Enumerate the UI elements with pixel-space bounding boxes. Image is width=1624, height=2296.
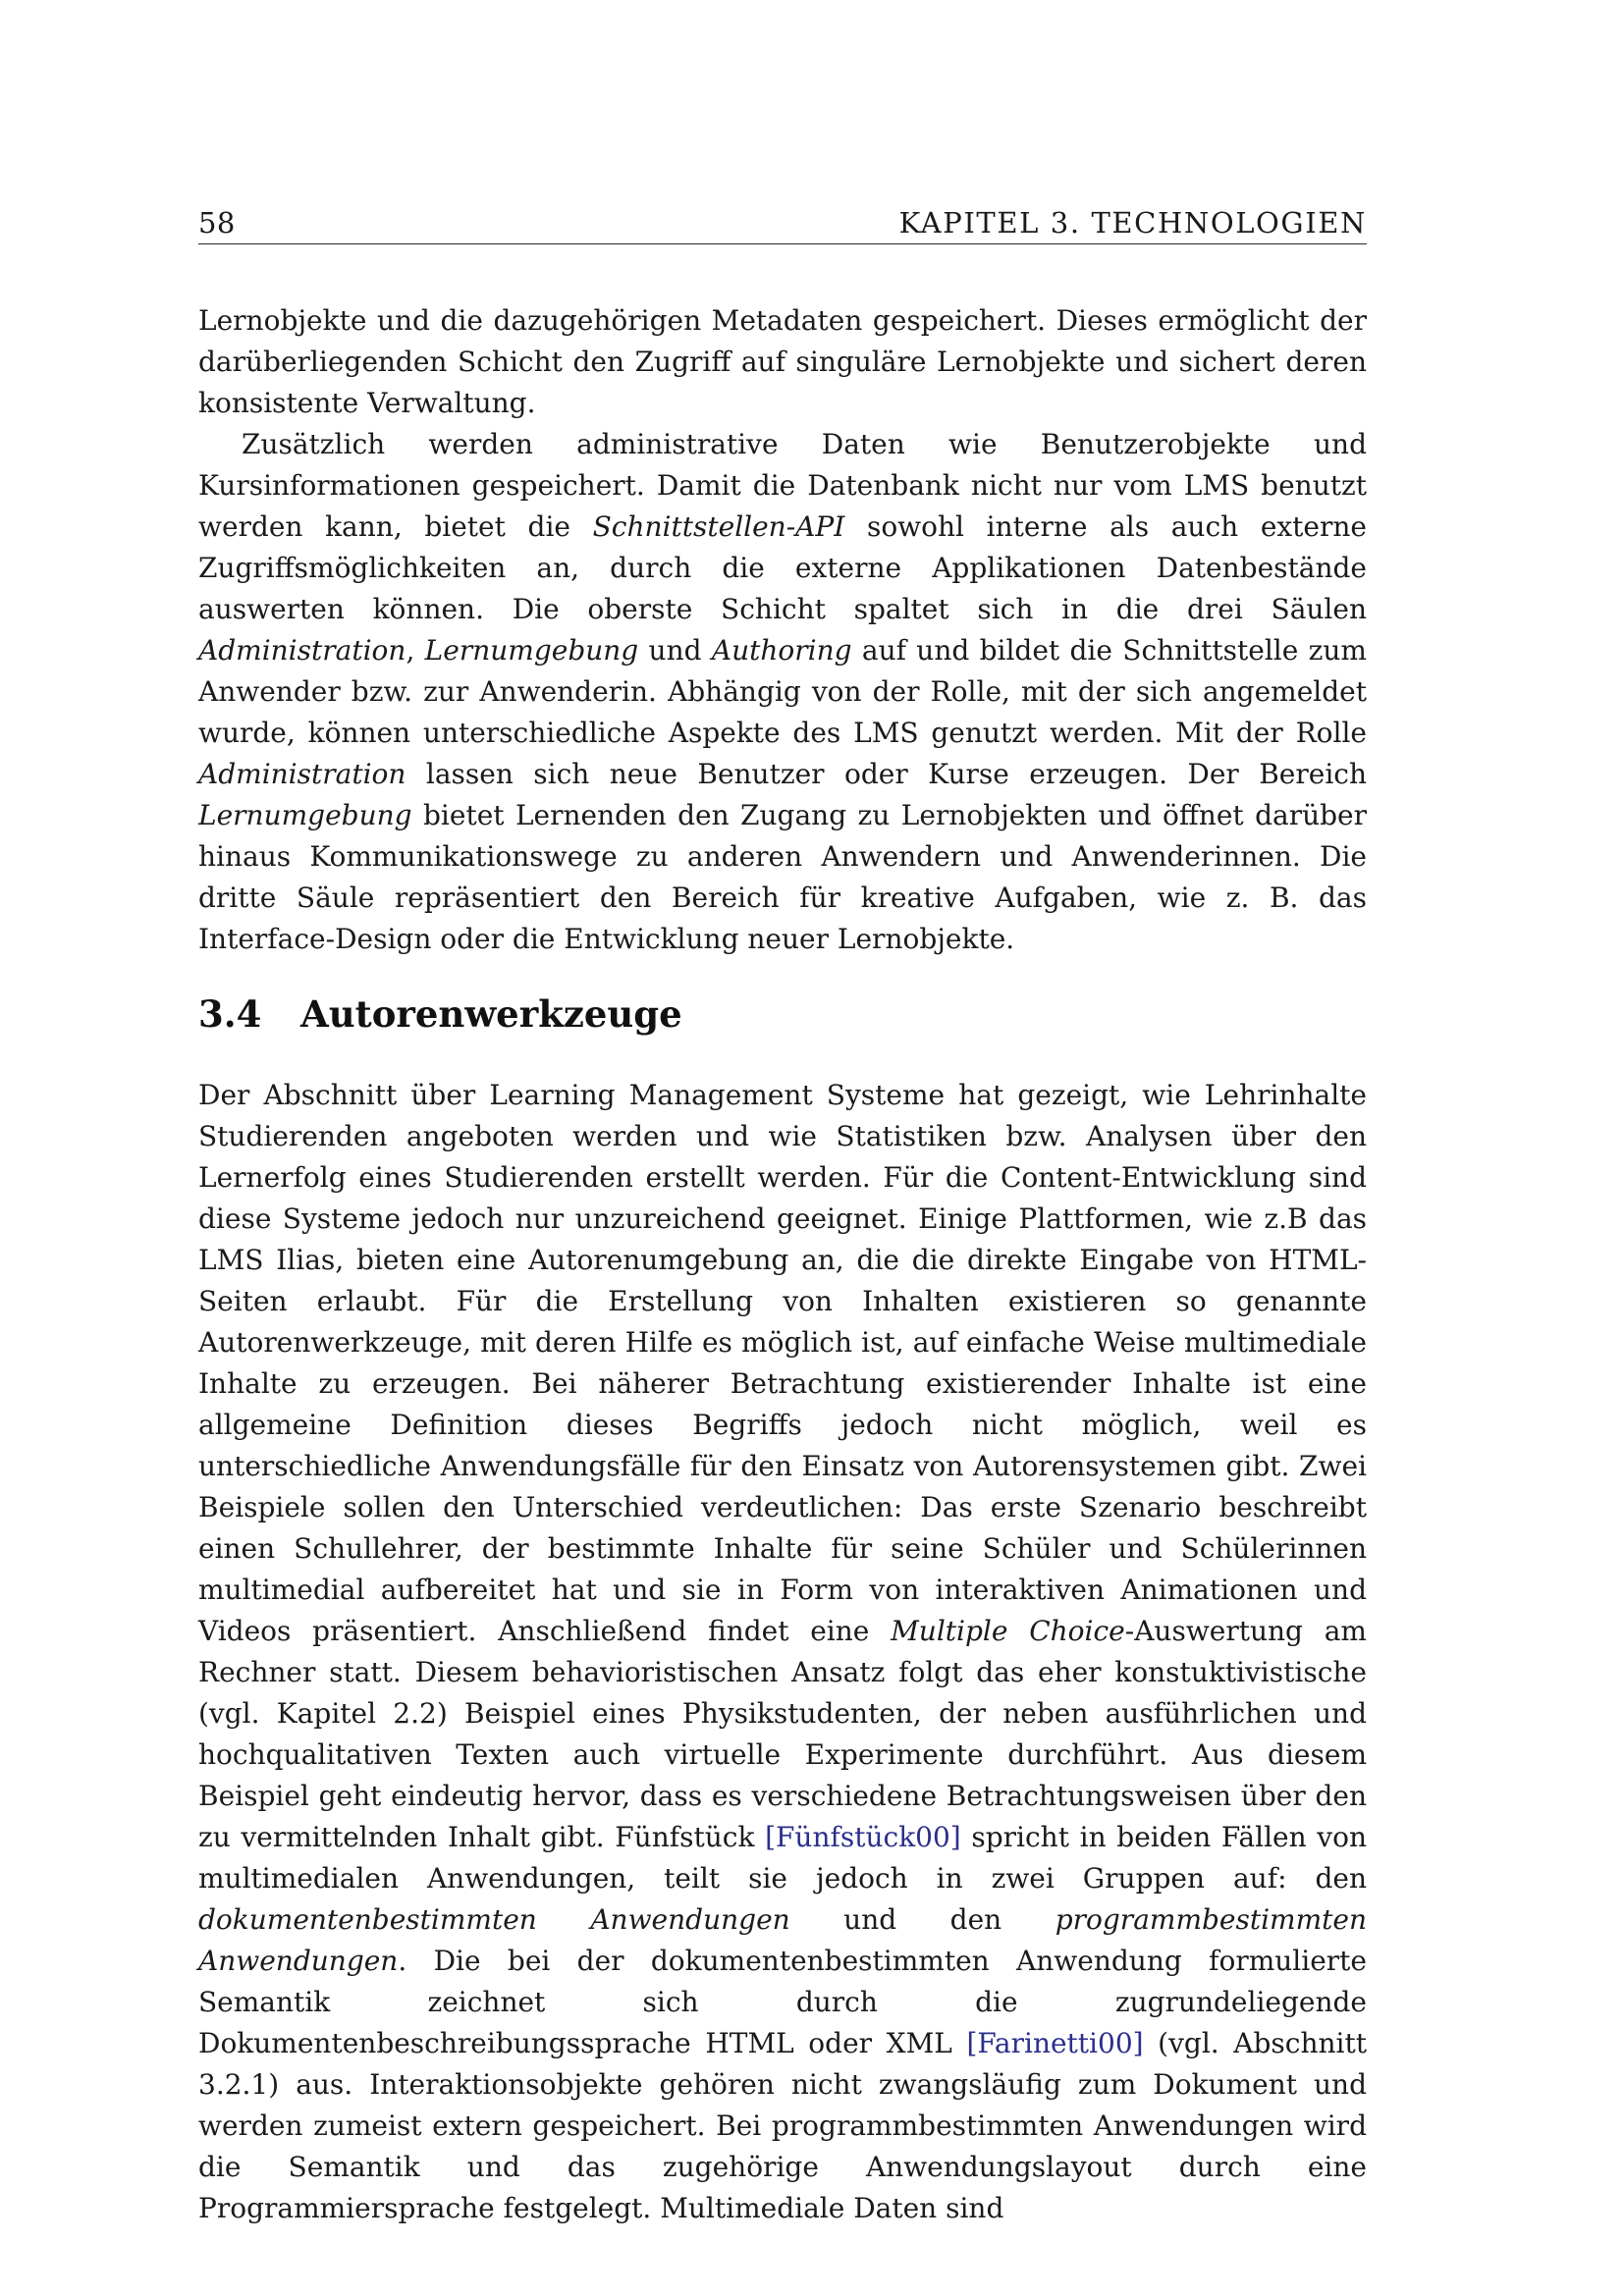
term-lernumgebung: Lernumgebung	[424, 634, 639, 667]
paragraph-lms-layers: Zusätzlich werden administrative Daten wie Benutzerobjekte und Kursinformationen gespeichert. Damit die Datenbank nicht nur vom LMS benutzt werden kann, bietet die Schnittstellen-API sowohl interne als auch externe Zugriffsmöglichkeiten an, durch die externe Applikationen Datenbestände auswerten können. Die oberste Schicht spaltet sich in die drei Säulen Administration, Lernumgebung und Authoring auf und bildet die Schnittstelle zum Anwender bzw. zur Anwenderin. Abhängig von der Rolle, mit der sich angemeldet wurde, können unterschiedliche Aspekte des LMS genutzt werden. Mit der Rolle Administration lassen sich neue Benutzer oder Kurse erzeugen. Der Bereich Lernumgebung bietet Lernenden den Zugang zu Lernobjekten und öffnet darüber hinaus Kommunikationswege zu anderen Anwendern und Anwenderinnen. Die dritte Säule repräsentiert den Bereich für kreative Aufgaben, wie z. B. das Interface-Design oder die Entwicklung neuer Lernobjekte.	[198, 428, 1367, 955]
paragraph-continued: Lernobjekte und die dazugehörigen Metadaten gespeichert. Dieses ermöglicht der darüberliegenden Schicht den Zugriff auf singuläre Lernobjekte und sichert deren konsistente Verwaltung.	[198, 304, 1367, 419]
term-lernumgebung-area: Lernumgebung	[198, 799, 412, 831]
section-body	[198, 1075, 1367, 2229]
term-authoring: Authoring	[711, 634, 852, 667]
term-administration: Administration	[198, 634, 406, 667]
section-number: 3.4	[198, 992, 262, 1036]
term-schnittstellen-api: Schnittstellen-API	[592, 510, 845, 543]
term-programmbestimmt: programmbestimmten Anwendungen	[198, 1903, 1368, 1977]
term-dokumentenbestimmt: dokumentenbestimmten Anwendungen	[198, 1903, 790, 1936]
citation-farinetti[interactable]: [Farinetti00]	[966, 2027, 1144, 2059]
citation-fuenfstueck[interactable]: [Fünfstück00]	[765, 1821, 961, 1853]
term-administration-role: Administration	[198, 758, 406, 790]
paragraph-autorenwerkzeuge: Der Abschnitt über Learning Management Systeme hat gezeigt, wie Lehrinhalte Studierenden angeboten werden und wie Statistiken bzw. Analysen über den Lernerfolg eines Studierenden erstellt werden. Für die Content-Entwicklung sind diese Systeme jedoch nur unzureichend geeignet. Einige Plattformen, wie z.B das LMS Ilias, bieten eine Autorenumgebung an, die die direkte Eingabe von HTML-Seiten erlaubt. Für die Erstellung von Inhalten existieren so genannte Autorenwerkzeuge, mit deren Hilfe es möglich ist, auf einfache Weise multimediale Inhalte zu erzeugen. Bei näherer Betrachtung existierender Inhalte ist eine allgemeine Definition dieses Begriffs jedoch nicht möglich, weil es unterschiedliche Anwendungsfälle für den Einsatz von Autorensystemen gibt. Zwei Beispiele sollen den Unterschied verdeutlichen: Das erste Szenario beschreibt einen Schullehrer, der bestimmte Inhalte für seine Schüler und Schülerinnen multimedial aufbereitet hat und sie in Form von interaktiven Animationen und Videos präsentiert. Anschließend findet eine Multiple Choice-Auswertung am Rechner statt. Diesem behavioristischen Ansatz folgt das eher konstuktivistische (vgl. Kapitel 2.2) Beispiel eines Physikstudenten, der neben ausführlichen und hochqualitativen Texten auch virtuelle Experimente durchführt. Aus diesem Beispiel geht eindeutig hervor, dass es verschiedene Betrachtungsweisen über den zu vermittelnden Inhalt gibt. Fünfstück [Fünfstück00] spricht in beiden Fällen von multimedialen Anwendungen, teilt sie jedoch in zwei Gruppen auf: den dokumentenbestimmten Anwendungen und den programmbestimmten Anwendungen. Die bei der dokumentenbestimmten Anwendung formulierte Semantik zeichnet sich durch die zugrundeliegende Dokumentenbeschreibungssprache HTML oder XML [Farinetti00] (vgl. Abschnitt 3.2.1) aus. Interaktionsobjekte gehören nicht zwangsläufig zum Dokument und werden zumeist extern gespeichert. Bei programmbestimmten Anwendungen wird die Semantik und das zugehörige Anwendungslayout durch eine Programmiersprache festgelegt. Multimediale Daten sind	[198, 1079, 1368, 2224]
term-multiple-choice: Multiple Choice	[891, 1615, 1125, 1647]
chapter-title: KAPITEL 3. TECHNOLOGIEN	[898, 206, 1367, 240]
running-header	[198, 204, 1367, 244]
page-number: 58	[198, 206, 236, 240]
intro-text-block	[198, 300, 1367, 960]
section-heading	[198, 989, 682, 1039]
section-title: Autorenwerkzeuge	[300, 992, 682, 1036]
